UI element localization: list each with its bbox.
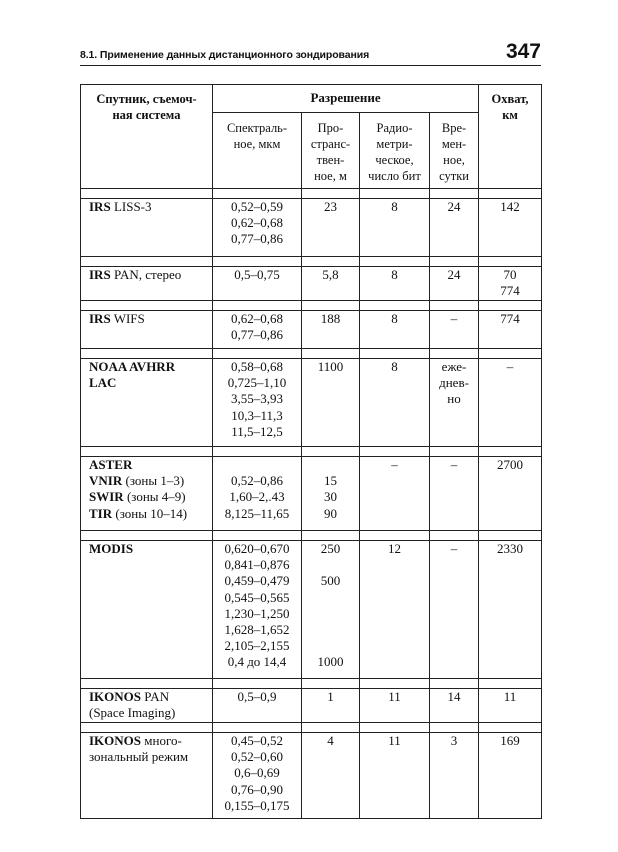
cell-spectral bbox=[213, 733, 302, 819]
cell-radiometric bbox=[360, 457, 430, 531]
system-value: ASTER bbox=[89, 457, 133, 472]
spectral-value bbox=[213, 457, 301, 473]
header-rule bbox=[80, 65, 541, 66]
gap-cell bbox=[213, 189, 302, 199]
gap-cell bbox=[360, 531, 430, 541]
radiometric-value: 12 bbox=[388, 541, 401, 556]
swath-value: 11 bbox=[503, 689, 517, 704]
cell-temporal bbox=[430, 267, 479, 301]
spatial-value: 1000 bbox=[317, 654, 344, 670]
gap-cell bbox=[302, 679, 360, 689]
spectral-value: 1,60–2,.43 bbox=[229, 489, 285, 505]
gap-cell bbox=[430, 189, 479, 199]
gap-cell bbox=[430, 531, 479, 541]
gap-cell bbox=[302, 189, 360, 199]
system-value: IRS WIFS bbox=[89, 311, 145, 326]
gap-cell bbox=[213, 447, 302, 457]
spectral-value: 0,77–0,86 bbox=[231, 231, 283, 247]
spectral-value: 2,105–2,155 bbox=[224, 638, 290, 654]
temporal-value: днев- bbox=[439, 375, 469, 391]
cell-spatial bbox=[302, 457, 360, 531]
cell-temporal bbox=[430, 199, 479, 257]
gap-cell bbox=[479, 189, 542, 199]
cell-radiometric bbox=[360, 689, 430, 723]
header-spectral-line: Спектраль- bbox=[226, 121, 288, 135]
cell-temporal bbox=[430, 359, 479, 447]
row-gap bbox=[81, 189, 542, 199]
row-gap bbox=[81, 531, 542, 541]
header-spectral bbox=[213, 113, 302, 189]
gap-cell bbox=[430, 257, 479, 267]
gap-cell bbox=[479, 301, 542, 311]
cell-spatial bbox=[302, 267, 360, 301]
cell-spectral bbox=[213, 267, 302, 301]
gap-cell bbox=[479, 531, 542, 541]
gap-cell bbox=[360, 723, 430, 733]
table-row bbox=[81, 733, 542, 819]
gap-cell bbox=[479, 679, 542, 689]
temporal-value: но bbox=[447, 391, 461, 407]
cell-spatial bbox=[302, 541, 360, 679]
spatial-value: 90 bbox=[324, 505, 337, 521]
gap-cell bbox=[302, 301, 360, 311]
cell-system bbox=[81, 267, 213, 301]
cell-system bbox=[81, 311, 213, 349]
gap-cell bbox=[213, 257, 302, 267]
cell-radiometric bbox=[360, 311, 430, 349]
cell-spectral bbox=[213, 199, 302, 257]
cell-radiometric bbox=[360, 359, 430, 447]
spectral-value: 0,52–0,59 bbox=[231, 199, 283, 214]
header-radiometric-line: Радио- bbox=[376, 121, 413, 135]
gap-cell bbox=[430, 301, 479, 311]
radiometric-value: 8 bbox=[391, 359, 398, 374]
cell-spectral bbox=[213, 689, 302, 723]
swath-value: 774 bbox=[500, 283, 520, 299]
gap-cell bbox=[302, 531, 360, 541]
gap-cell bbox=[302, 723, 360, 733]
header-swath bbox=[479, 85, 542, 189]
gap-cell bbox=[360, 257, 430, 267]
spatial-value: 500 bbox=[320, 573, 341, 589]
system-value: MODIS bbox=[89, 541, 134, 556]
spectral-value: 0,62–0,68 bbox=[231, 215, 283, 231]
header-spatial bbox=[302, 113, 360, 189]
spectral-value: 3,55–3,93 bbox=[231, 391, 283, 407]
spatial-value bbox=[302, 457, 359, 473]
spectral-value: 1,230–1,250 bbox=[224, 605, 290, 621]
cell-swath bbox=[479, 689, 542, 723]
header-temporal-line: сутки bbox=[439, 169, 469, 183]
header-swath-line: км bbox=[502, 108, 518, 122]
gap-cell bbox=[430, 447, 479, 457]
table-row bbox=[81, 359, 542, 447]
gap-cell bbox=[479, 723, 542, 733]
spectral-value: 0,155–0,175 bbox=[224, 797, 290, 813]
cell-swath bbox=[479, 457, 542, 531]
gap-cell bbox=[360, 679, 430, 689]
spectral-value: 11,5–12,5 bbox=[231, 423, 283, 439]
gap-cell bbox=[360, 447, 430, 457]
temporal-value: 24 bbox=[447, 267, 461, 282]
spectral-value: 0,77–0,86 bbox=[231, 327, 283, 343]
gap-cell bbox=[81, 679, 213, 689]
gap-cell bbox=[302, 349, 360, 359]
spectral-value: 0,6–0,69 bbox=[234, 765, 280, 781]
swath-value: 70 bbox=[503, 267, 517, 282]
gap-cell bbox=[213, 531, 302, 541]
gap-cell bbox=[81, 723, 213, 733]
gap-cell bbox=[360, 301, 430, 311]
system-value: SWIR (зоны 4–9) bbox=[89, 489, 186, 505]
header-spectral-line: ное, мкм bbox=[233, 137, 281, 151]
header-spatial-line: ное, м bbox=[314, 169, 347, 183]
table-row bbox=[81, 541, 542, 679]
header-spatial-line: твен- bbox=[316, 153, 345, 167]
header-system-line: ная система bbox=[112, 108, 181, 122]
cell-spatial bbox=[302, 311, 360, 349]
radiometric-value: 8 bbox=[391, 267, 398, 282]
header-radiometric-line: число бит bbox=[368, 169, 421, 183]
gap-cell bbox=[81, 189, 213, 199]
cell-radiometric bbox=[360, 267, 430, 301]
gap-cell bbox=[81, 447, 213, 457]
temporal-value: – bbox=[450, 457, 458, 472]
header-resolution: Разрешение bbox=[213, 85, 479, 113]
cell-radiometric bbox=[360, 199, 430, 257]
gap-cell bbox=[213, 301, 302, 311]
cell-system bbox=[81, 199, 213, 257]
temporal-value: 3 bbox=[450, 733, 458, 748]
cell-system bbox=[81, 733, 213, 819]
table-row bbox=[81, 199, 542, 257]
header-temporal bbox=[430, 113, 479, 189]
cell-spatial bbox=[302, 359, 360, 447]
system-value: зональный режим bbox=[89, 749, 189, 765]
gap-cell bbox=[213, 349, 302, 359]
spatial-value: 4 bbox=[327, 733, 334, 748]
spatial-value: 23 bbox=[324, 199, 337, 214]
spectral-value: 1,628–1,652 bbox=[224, 622, 290, 638]
cell-swath bbox=[479, 359, 542, 447]
cell-radiometric bbox=[360, 541, 430, 679]
header-system-line: Спутник, съемоч- bbox=[96, 92, 197, 106]
radiometric-value: 11 bbox=[388, 689, 401, 704]
temporal-value: еже- bbox=[441, 359, 467, 374]
cell-swath bbox=[479, 733, 542, 819]
page-header bbox=[80, 40, 541, 68]
row-gap bbox=[81, 723, 542, 733]
satellite-table bbox=[80, 84, 542, 819]
spectral-value: 0,52–0,60 bbox=[231, 749, 283, 765]
system-value: TIR (зоны 10–14) bbox=[89, 505, 188, 521]
gap-cell bbox=[479, 349, 542, 359]
cell-system bbox=[81, 689, 213, 723]
spatial-value: 250 bbox=[320, 541, 341, 556]
temporal-value: 24 bbox=[447, 199, 461, 214]
spatial-value: 1100 bbox=[317, 359, 344, 374]
gap-cell bbox=[479, 447, 542, 457]
cell-system bbox=[81, 541, 213, 679]
swath-value: 169 bbox=[500, 733, 520, 748]
radiometric-value: – bbox=[391, 457, 398, 472]
spectral-value: 0,4 до 14,4 bbox=[227, 654, 287, 670]
cell-spectral bbox=[213, 359, 302, 447]
spectral-value: 0,841–0,876 bbox=[224, 557, 290, 573]
spatial-value: 1 bbox=[327, 689, 334, 704]
header-radiometric bbox=[360, 113, 430, 189]
gap-cell bbox=[430, 679, 479, 689]
spectral-value: 8,125–11,65 bbox=[224, 505, 290, 521]
gap-cell bbox=[81, 349, 213, 359]
header-temporal-line: мен- bbox=[441, 137, 467, 151]
cell-swath bbox=[479, 541, 542, 679]
spatial-value bbox=[302, 590, 359, 606]
cell-temporal bbox=[430, 689, 479, 723]
spatial-value bbox=[302, 606, 359, 622]
header-system bbox=[81, 85, 213, 189]
gap-cell bbox=[213, 679, 302, 689]
spectral-value: 0,52–0,86 bbox=[231, 473, 283, 489]
gap-cell bbox=[479, 257, 542, 267]
spatial-value: 188 bbox=[320, 311, 341, 326]
temporal-value: 14 bbox=[447, 689, 461, 704]
gap-cell bbox=[213, 723, 302, 733]
cell-temporal bbox=[430, 457, 479, 531]
cell-swath bbox=[479, 311, 542, 349]
system-value: LAC bbox=[89, 375, 117, 391]
radiometric-value: 8 bbox=[391, 199, 398, 214]
header-radiometric-line: метри- bbox=[376, 137, 413, 151]
spectral-value: 0,545–0,565 bbox=[224, 589, 290, 605]
spatial-value: 30 bbox=[324, 489, 337, 505]
spectral-value: 0,5–0,9 bbox=[237, 689, 277, 704]
gap-cell bbox=[302, 257, 360, 267]
spectral-value: 10,3–11,3 bbox=[231, 407, 283, 423]
table-row bbox=[81, 689, 542, 723]
table-row bbox=[81, 311, 542, 349]
gap-cell bbox=[430, 723, 479, 733]
system-value: NOAA AVHRR bbox=[89, 359, 176, 374]
row-gap bbox=[81, 301, 542, 311]
swath-value: 2700 bbox=[497, 457, 524, 472]
cell-spatial bbox=[302, 199, 360, 257]
spectral-value: 0,45–0,52 bbox=[231, 733, 283, 748]
spectral-value: 0,459–0,479 bbox=[224, 573, 290, 589]
cell-swath bbox=[479, 199, 542, 257]
cell-temporal bbox=[430, 311, 479, 349]
cell-spectral bbox=[213, 311, 302, 349]
system-value: IRS LISS-3 bbox=[89, 199, 152, 214]
gap-cell bbox=[81, 301, 213, 311]
gap-cell bbox=[81, 531, 213, 541]
cell-system bbox=[81, 359, 213, 447]
spatial-value: 5,8 bbox=[322, 267, 339, 282]
gap-cell bbox=[360, 349, 430, 359]
cell-system bbox=[81, 457, 213, 531]
swath-value: 142 bbox=[500, 199, 520, 214]
table-row bbox=[81, 267, 542, 301]
row-gap bbox=[81, 257, 542, 267]
row-gap bbox=[81, 447, 542, 457]
spectral-value: 0,620–0,670 bbox=[224, 541, 290, 556]
spatial-value bbox=[302, 622, 359, 638]
cell-swath bbox=[479, 267, 542, 301]
radiometric-value: 11 bbox=[388, 733, 401, 748]
spectral-value: 0,5–0,75 bbox=[234, 267, 280, 282]
system-value: IKONOS PAN bbox=[89, 689, 170, 704]
cell-spectral bbox=[213, 457, 302, 531]
spatial-value bbox=[302, 557, 359, 573]
cell-spectral bbox=[213, 541, 302, 679]
spatial-value bbox=[302, 638, 359, 654]
spectral-value: 0,76–0,90 bbox=[231, 781, 283, 797]
table-body bbox=[81, 189, 542, 819]
cell-spatial bbox=[302, 733, 360, 819]
cell-spatial bbox=[302, 689, 360, 723]
cell-radiometric bbox=[360, 733, 430, 819]
gap-cell bbox=[360, 189, 430, 199]
spectral-value: 0,58–0,68 bbox=[231, 359, 283, 374]
temporal-value: – bbox=[450, 311, 458, 326]
temporal-value: – bbox=[450, 541, 458, 556]
page-number: 347 bbox=[505, 40, 541, 63]
row-gap bbox=[81, 679, 542, 689]
cell-temporal bbox=[430, 541, 479, 679]
spectral-value: 0,62–0,68 bbox=[231, 311, 283, 326]
cell-temporal bbox=[430, 733, 479, 819]
header-temporal-line: ное, bbox=[443, 153, 465, 167]
gap-cell bbox=[81, 257, 213, 267]
running-title: 8.1. Применение данных дистанционного зондирования bbox=[80, 49, 370, 61]
header-swath-line: Охват, bbox=[491, 92, 529, 106]
system-value: VNIR (зоны 1–3) bbox=[89, 473, 185, 489]
spectral-value: 0,725–1,10 bbox=[227, 375, 287, 391]
swath-value: – bbox=[506, 359, 514, 374]
header-spatial-line: Про- bbox=[317, 121, 344, 135]
system-value: IKONOS много- bbox=[89, 733, 182, 748]
spatial-value: 15 bbox=[324, 473, 337, 489]
header-radiometric-line: ческое, bbox=[375, 153, 414, 167]
gap-cell bbox=[430, 349, 479, 359]
system-value: (Space Imaging) bbox=[89, 705, 176, 721]
header-spatial-line: странс- bbox=[310, 137, 351, 151]
swath-value: 774 bbox=[500, 311, 520, 326]
table-row bbox=[81, 457, 542, 531]
gap-cell bbox=[302, 447, 360, 457]
header-temporal-line: Вре- bbox=[441, 121, 467, 135]
system-value: IRS PAN, стерео bbox=[89, 267, 182, 282]
row-gap bbox=[81, 349, 542, 359]
radiometric-value: 8 bbox=[391, 311, 398, 326]
swath-value: 2330 bbox=[497, 541, 524, 556]
